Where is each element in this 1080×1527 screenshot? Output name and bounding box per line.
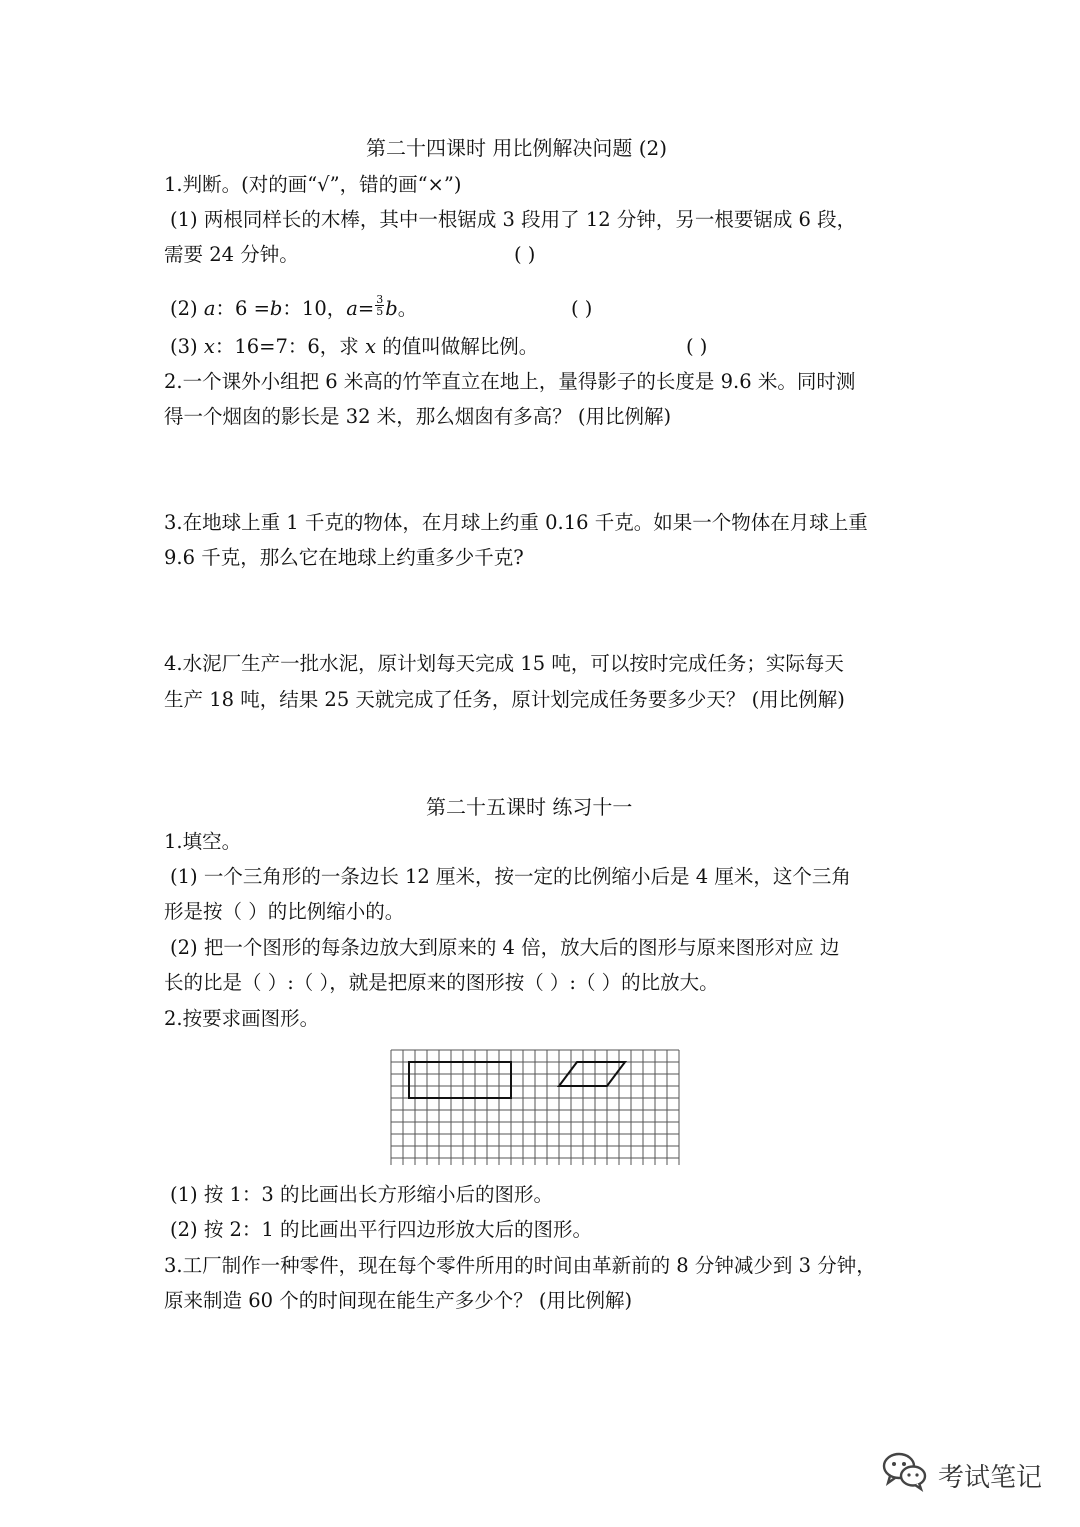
l25-q1-item1-line2: 形是按（ ）的比例缩小的。 xyxy=(164,900,405,923)
item2-end: 。 xyxy=(397,297,418,320)
var-x2: x xyxy=(365,335,376,358)
var-a2: a xyxy=(346,297,358,320)
l25-q1-item2-line2: 长的比是（ ）:（ ），就是把原来的图形按（ ）:（ ）的比放大。 xyxy=(164,971,719,994)
var-a: a xyxy=(203,297,216,320)
drawing-grid[interactable] xyxy=(390,1049,686,1165)
l24-q1-item1-line1: (1) 两根同样长的木棒，其中一根锯成 3 段用了 12 分钟，另一根要锯成 6 段， xyxy=(170,208,857,231)
item3-label: (3) xyxy=(170,335,204,358)
l24-q4-line2: 生产 18 吨，结果 25 天就完成了任务，原计划完成任务要多少天？ (用比例解) xyxy=(164,688,845,711)
l24-q2-line1: 2.一个课外小组把 6 米高的竹竿直立在地上，量得影子的长度是 9.6 米。同时测 xyxy=(164,370,856,393)
l24-q1-item2 xyxy=(170,293,418,321)
lesson24-title: 第二十四课时 用比例解决问题 (2) xyxy=(366,136,668,160)
l25-q2-item2: (2) 按 2：1 的比画出平行四边形放大后的图形。 xyxy=(170,1218,593,1241)
l25-q2-item1: (1) 按 1：3 的比画出长方形缩小后的图形。 xyxy=(170,1183,554,1206)
l24-q1-stem: 1.判断。(对的画“√”，错的画“×”) xyxy=(164,173,462,196)
fraction-three-fifths xyxy=(375,294,384,317)
l24-q1-item3 xyxy=(170,335,538,359)
l25-q3-line1: 3.工厂制作一种零件，现在每个零件所用的时间由革新前的 8 分钟减少到 3 分钟， xyxy=(164,1254,876,1277)
l24-q1-item1-answer-blank[interactable]: ( ) xyxy=(514,243,536,266)
l25-q2-stem: 2.按要求画图形。 xyxy=(164,1007,320,1030)
l25-q1-item2-line1: (2) 把一个图形的每条边放大到原来的 4 倍，放大后的图形与原来图形对应 边 xyxy=(170,936,840,959)
watermark xyxy=(880,1449,1043,1497)
item2-mid1: ：6 = xyxy=(215,297,270,320)
rectangle-figure xyxy=(409,1062,511,1098)
watermark-text: 考试笔记 xyxy=(938,1463,1043,1493)
l24-q1-item2-answer-blank[interactable]: ( ) xyxy=(571,297,593,320)
frac-den: 5 xyxy=(376,305,384,318)
item2-eq: = xyxy=(357,297,375,320)
lesson25-title: 第二十五课时 练习十一 xyxy=(426,795,633,819)
l24-q3-line2: 9.6 千克，那么它在地球上约重多少千克? xyxy=(164,546,524,569)
var-x: x xyxy=(203,335,215,358)
item2-mid2: ：10， xyxy=(282,297,347,320)
item3-end: 的值叫做解比例。 xyxy=(376,335,539,358)
frac-num: 3 xyxy=(376,293,384,306)
var-b: b xyxy=(269,297,283,320)
l25-q3-line2: 原来制造 60 个的时间现在能生产多少个？ (用比例解) xyxy=(164,1289,633,1312)
l24-q1-item3-answer-blank[interactable]: ( ) xyxy=(686,335,708,358)
item2-label: (2) xyxy=(170,297,204,320)
l24-q1-item1-line2: 需要 24 分钟。 xyxy=(164,243,299,266)
l25-q1-stem: 1.填空。 xyxy=(164,830,242,853)
item3-mid: ：16=7：6，求 xyxy=(214,335,365,358)
l24-q4-line1: 4.水泥厂生产一批水泥，原计划每天完成 15 吨，可以按时完成任务；实际每天 xyxy=(164,652,844,675)
l24-q2-line2: 得一个烟囱的影长是 32 米，那么烟囱有多高？ (用比例解) xyxy=(164,405,672,428)
l25-q1-item1-line1: (1) 一个三角形的一条边长 12 厘米，按一定的比例缩小后是 4 厘米，这个三角 xyxy=(170,865,851,888)
wechat-icon xyxy=(880,1449,930,1493)
l24-q3-line1: 3.在地球上重 1 千克的物体，在月球上约重 0.16 千克。如果一个物体在月球上重 xyxy=(164,511,868,534)
var-b2: b xyxy=(385,297,398,320)
